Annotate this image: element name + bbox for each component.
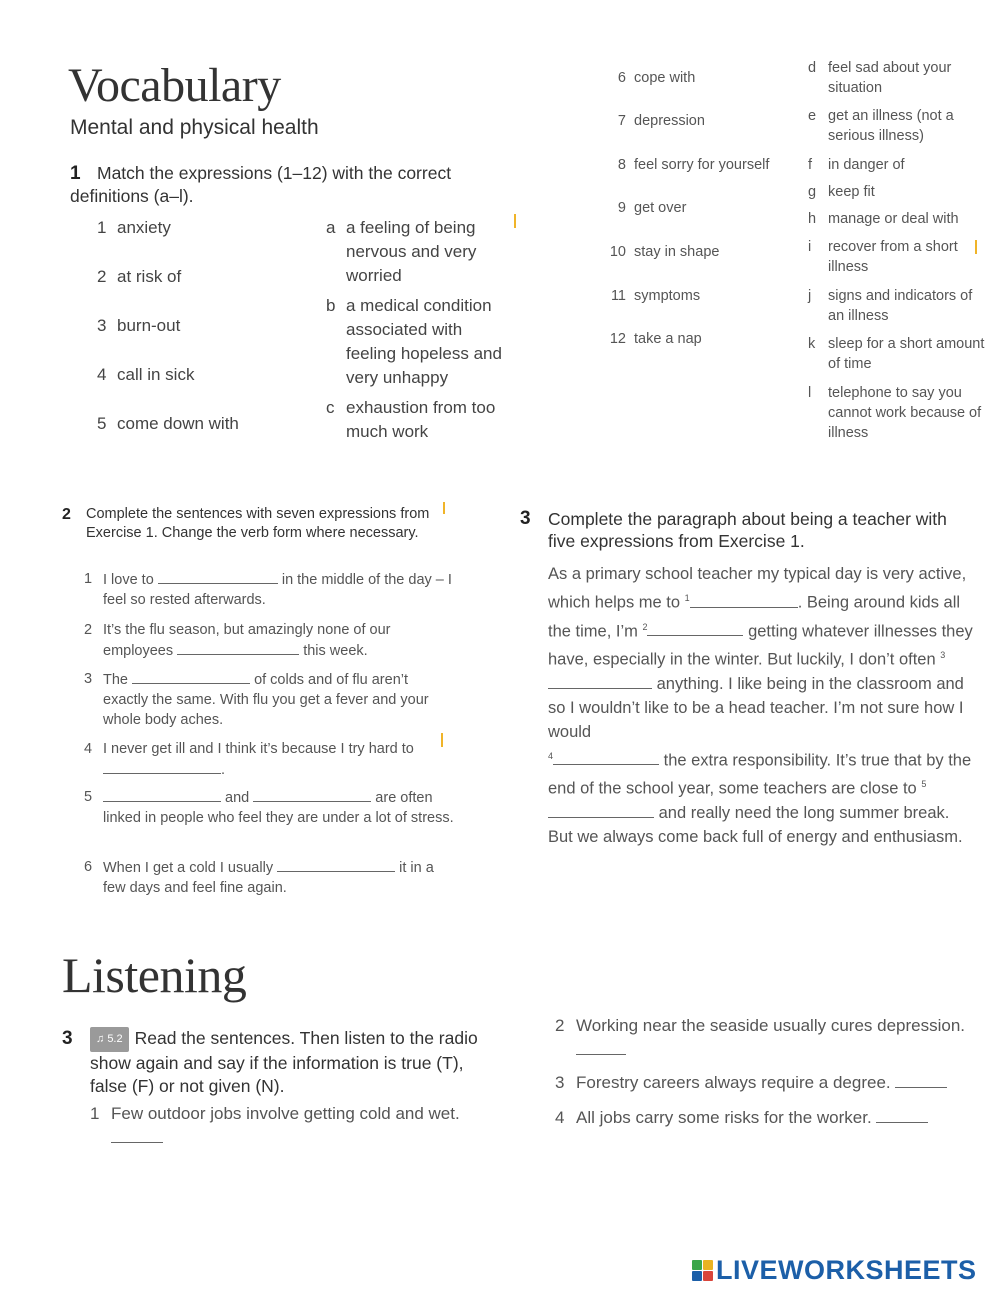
ex2-blank-3[interactable] xyxy=(132,669,250,684)
ex2-sentence-3: 3 The of colds and of flu aren’t exactly the same. With flu you get a fever and your whole body aches. xyxy=(84,671,429,728)
ex1-instruction xyxy=(70,162,500,208)
listening-item-4: 4 All jobs carry some risks for the worker. xyxy=(555,1106,985,1130)
ex3-blank-3[interactable] xyxy=(548,674,652,689)
term-5: 5 come down with xyxy=(97,414,239,433)
ex2-blank-1[interactable] xyxy=(158,569,278,584)
ex3-blank-4[interactable] xyxy=(553,750,659,765)
ex2-sentence-2: 2 It’s the flu season, but amazingly none of our employees this week. xyxy=(84,622,391,659)
listening-instruction xyxy=(62,1027,487,1098)
ex3-blank-1[interactable] xyxy=(690,593,798,608)
def-i: i recover from a short illness xyxy=(808,239,958,275)
term-1: 1 anxiety xyxy=(97,218,171,237)
def-g: g keep fit xyxy=(808,184,875,200)
def-a: a a feeling of being nervous and very worried xyxy=(326,218,477,285)
headphones-icon: ♫ xyxy=(96,1033,105,1045)
liveworksheets-wordmark: LIVEWORKSHEETS xyxy=(716,1254,977,1285)
def-d: d feel sad about your situation xyxy=(808,60,952,96)
term-11: 11 symptoms xyxy=(610,288,701,304)
def-e: e get an illness (not a serious illness) xyxy=(808,108,954,144)
listening-blank-4[interactable] xyxy=(876,1108,928,1123)
ex3-blank-5[interactable] xyxy=(548,803,654,818)
liveworksheets-logo[interactable] xyxy=(692,1252,977,1288)
term-2: 2 at risk of xyxy=(97,267,182,286)
vocabulary-title: Vocabulary xyxy=(68,59,281,112)
listening-blank-1[interactable] xyxy=(111,1128,163,1143)
ex2-blank-2[interactable] xyxy=(177,640,299,655)
term-10: 10 stay in shape xyxy=(609,244,720,260)
cube-cell-1 xyxy=(692,1260,702,1270)
listening-instruction-text: Read the sentences. Then listen to the radio show again and say if the information is true (T), false (F) or not given (N). xyxy=(90,1028,478,1096)
term-4: 4 call in sick xyxy=(97,365,195,384)
listening-item-1: 1 Few outdoor jobs involve getting cold and wet. xyxy=(90,1102,490,1150)
def-f: f in danger of xyxy=(808,157,905,173)
ex2-blank-5a[interactable] xyxy=(103,787,221,802)
ex2-blank-6[interactable] xyxy=(277,857,395,872)
ex2-sentence-1: 1 I love to in the middle of the day – I feel so rested afterwards. xyxy=(84,571,452,608)
listening-item-2: 2 Working near the seaside usually cures depression. xyxy=(555,1014,985,1062)
listening-title: Listening xyxy=(62,947,247,1003)
term-6: 6 cope with xyxy=(617,70,696,86)
term-9: 9 get over xyxy=(617,200,687,216)
listening-blank-3[interactable] xyxy=(895,1073,947,1088)
ex2-blank-5b[interactable] xyxy=(253,787,371,802)
ex3-blank-2[interactable] xyxy=(647,621,743,636)
marker-1 xyxy=(514,214,516,228)
ex2-sentence-6: 6 When I get a cold I usually it in a few days and feel fine again. xyxy=(84,859,434,896)
audio-track-badge[interactable]: ♫ 5.2 xyxy=(90,1027,129,1052)
ex2-sentence-4: 4 I never get ill and I think it’s because I try hard to . xyxy=(84,741,414,778)
def-h: h manage or deal with xyxy=(808,211,959,227)
term-12: 12 take a nap xyxy=(609,331,702,347)
cube-cell-2 xyxy=(703,1260,713,1270)
ex3-instruction xyxy=(520,508,970,552)
cube-cell-4 xyxy=(703,1271,713,1281)
ex3-paragraph: As a primary school teacher my typical day is very active, which helps me to $^1$ . Being around kids all the time, I’m $^2$ getting whatever illnesses they have, especially in the winter. But luckily, I don’t often $^3$ anything. I like being in the classroom and so I wouldn’t like to be a head teacher. I’m not sure how I would $^4$ the extra responsibility. It’s true that by the end of the school year, some teachers are close to $^5$ and really need the long summer break. But we always come back full of energy and enthusiasm. xyxy=(548,565,973,846)
term-7: 7 depression xyxy=(617,113,705,129)
def-k: k sleep for a short amount of time xyxy=(808,336,985,372)
def-c: c exhaustion from too much work xyxy=(326,398,496,441)
listening-number: 3 xyxy=(62,1028,73,1049)
cube-cell-3 xyxy=(692,1271,702,1281)
def-b: b a medical condition associated with feeling hopeless and very unhappy xyxy=(326,296,502,387)
def-l: l telephone to say you cannot work because of illness xyxy=(808,385,982,441)
listening-item-3: 3 Forestry careers always require a degree. xyxy=(555,1071,985,1095)
ex2-number: 2 xyxy=(62,506,71,523)
ex2-sentence-5: 5 and are often linked in people who feel they are under a lot of stress. xyxy=(84,789,454,826)
ex1-number: 1 xyxy=(70,163,81,184)
ex3-instruction-text: Complete the paragraph about being a teacher with five expressions from Exercise 1. xyxy=(548,509,947,551)
term-3: 3 burn-out xyxy=(97,316,181,335)
ex2-instruction-text: Complete the sentences with seven expressions from Exercise 1. Change the verb form where necessary. xyxy=(86,506,430,541)
ex2-blank-4[interactable] xyxy=(103,759,221,774)
term-8: 8 feel sorry for yourself xyxy=(617,157,770,173)
ex1-instruction-text: Match the expressions (1–12) with the correct definitions (a–l). xyxy=(70,163,452,206)
liveworksheets-cube-icon xyxy=(692,1260,713,1281)
marker-2 xyxy=(975,240,977,254)
listening-blank-2[interactable] xyxy=(576,1040,626,1055)
vocabulary-subtitle: Mental and physical health xyxy=(70,116,319,139)
def-j: j signs and indicators of an illness xyxy=(808,288,973,324)
ex3-number: 3 xyxy=(520,508,531,529)
ex2-instruction xyxy=(62,505,447,543)
